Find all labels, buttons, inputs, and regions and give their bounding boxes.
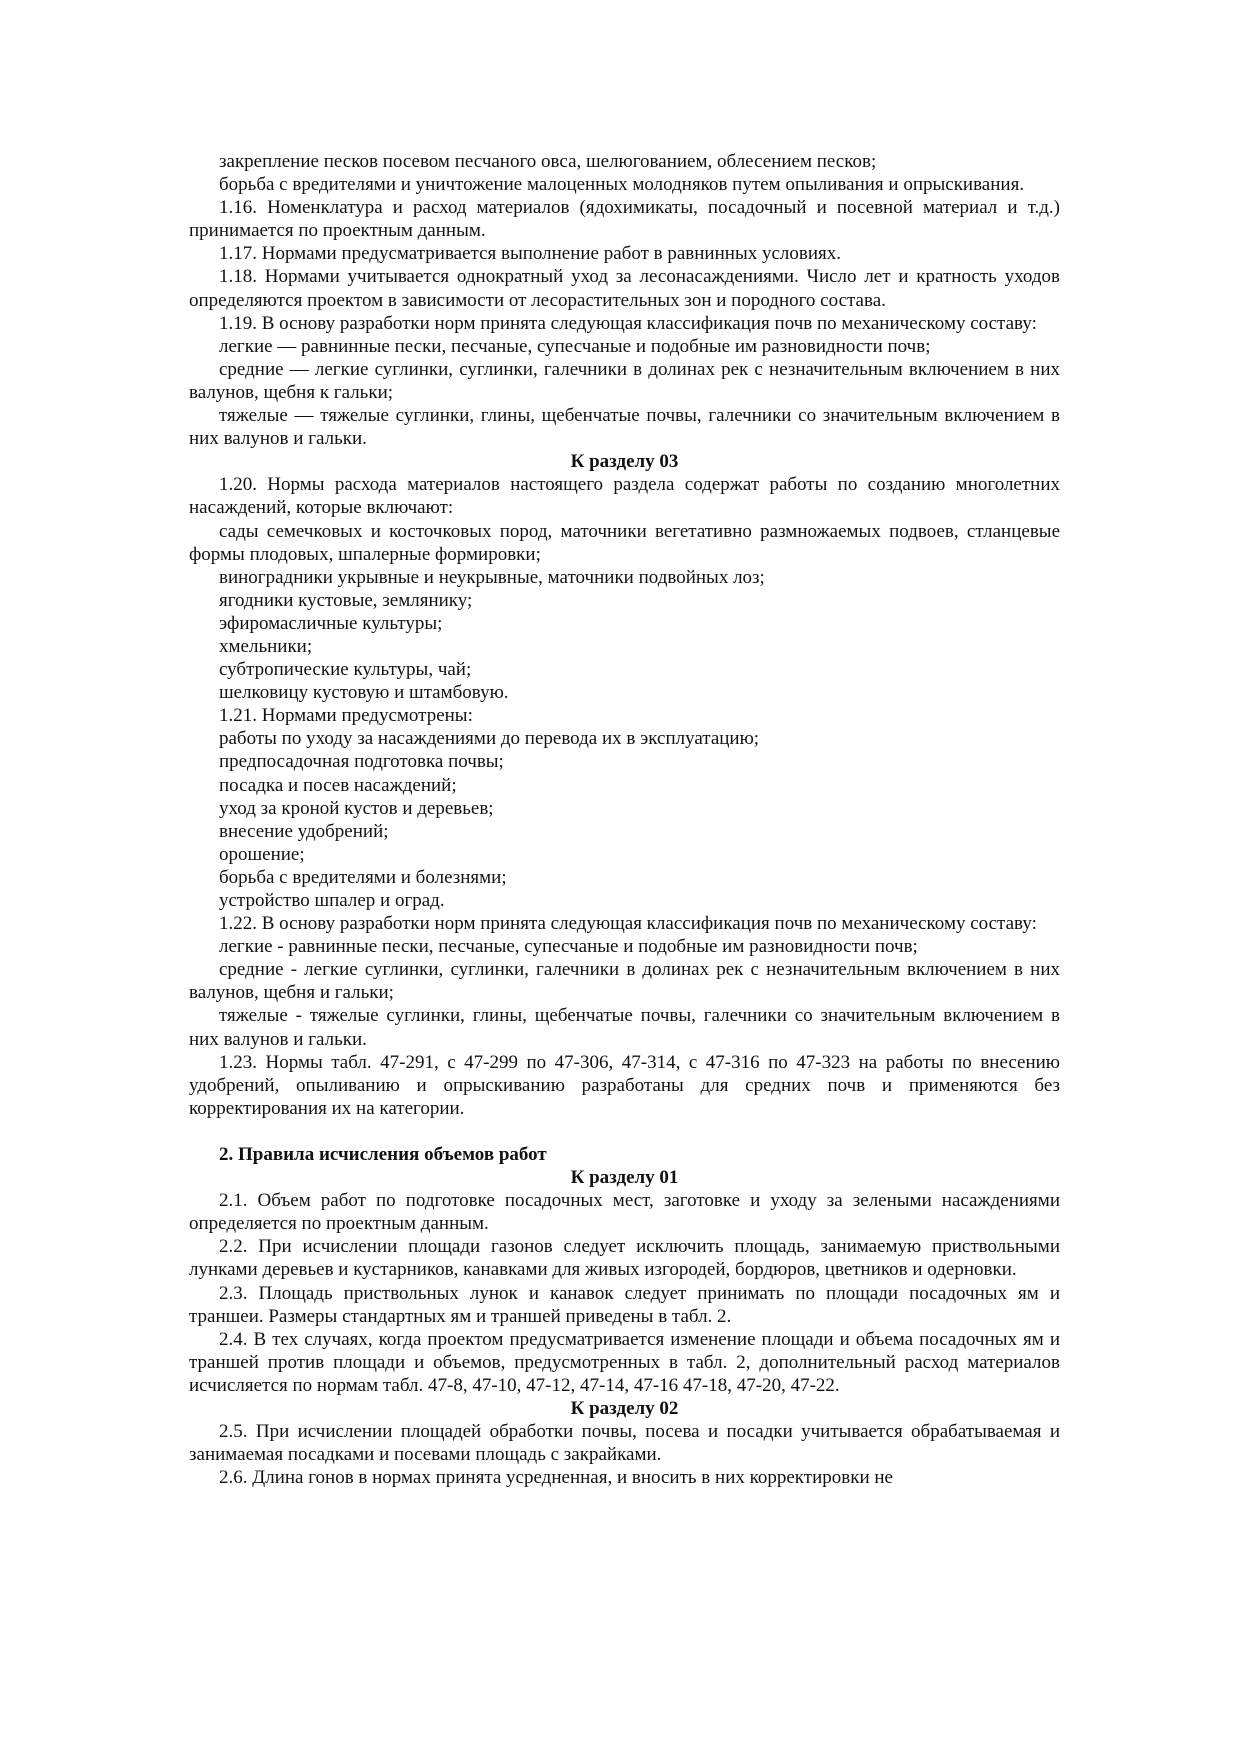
paragraph-block-4	[189, 1420, 1060, 1489]
paragraph: внесение удобрений;	[219, 820, 389, 842]
paragraph: закрепление песков посевом песчаного овса, шелюгованием, облесением песков;	[219, 151, 877, 172]
paragraph: борьба с вредителями и болезнями;	[219, 866, 507, 888]
paragraph: виноградники укрывные и неукрывные, маточники подвойных лоз;	[219, 566, 765, 588]
paragraph: средние — легкие суглинки, суглинки, галечники в долинах рек с незначительным включением в них валунов, щебня к гальки;	[189, 358, 1060, 403]
paragraph: легкие — равнинные пески, песчаные, супесчаные и подобные им разновидности почв;	[219, 335, 931, 357]
paragraph-block-2	[189, 473, 1060, 1120]
document-page	[189, 150, 1060, 1489]
paragraph: работы по уходу за насаждениями до перевода их в эксплуатацию;	[219, 728, 760, 750]
paragraph: орошение;	[219, 843, 305, 865]
paragraph-block-3	[189, 1189, 1060, 1397]
paragraph: 1.21. Нормами предусмотрены:	[219, 705, 473, 727]
paragraph: уход за кроной кустов и деревьев;	[219, 797, 494, 819]
paragraph: шелковицу кустовую и штамбовую.	[219, 682, 509, 704]
paragraph: 1.19. В основу разработки норм принята следующая классификация почв по механическому составу:	[219, 312, 1037, 334]
section-heading-03: К разделу 03	[570, 451, 679, 473]
paragraph: субтропические культуры, чай;	[219, 659, 472, 681]
paragraph: хмельники;	[219, 635, 313, 657]
paragraph: 2.6. Длина гонов в нормах принята усредненная, и вносить в них корректировки не	[219, 1467, 893, 1489]
paragraph: сады семечковых и косточковых пород, маточники вегетативно размножаемых подвоев, стланцевые формы плодовых, шпалерные формировки;	[189, 520, 1060, 565]
paragraph: 2.3. Площадь приствольных лунок и канавок следует принимать по площади посадочных ям и траншеи. Размеры стандартных ям и траншей приведены в табл. 2.	[189, 1282, 1060, 1327]
paragraph: тяжелые — тяжелые суглинки, глины, щебенчатые почвы, галечники со значительным включением в них валунов и гальки.	[189, 405, 1060, 450]
paragraph: 1.18. Нормами учитывается однократный уход за лесонасаждениями. Число лет и кратность уходов определяются проектом в зависимости от лесорастительных зон и породного состава.	[189, 266, 1060, 311]
paragraph: средние - легкие суглинки, суглинки, галечники в долинах рек с незначительным включением в них валунов, щебня и гальки;	[189, 959, 1060, 1004]
section-title: 2. Правила исчисления объемов работ	[219, 1143, 547, 1165]
paragraph: посадка и посев насаждений;	[219, 774, 457, 796]
paragraph: 1.17. Нормами предусматривается выполнение работ в равнинных условиях.	[219, 243, 841, 265]
paragraph-block-1	[189, 150, 1060, 450]
paragraph: легкие - равнинные пески, песчаные, супесчаные и подобные им разновидности почв;	[219, 936, 918, 958]
paragraph: 2.1. Объем работ по подготовке посадочных мест, заготовке и уходу за зелеными насаждениями определяется по проектным данным.	[189, 1190, 1060, 1235]
paragraph: 1.16. Номенклатура и расход материалов (ядохимикаты, посадочный и посевной материал и т.д.) принимается по проектным данным.	[189, 197, 1060, 242]
section-heading-01: К разделу 01	[570, 1167, 679, 1189]
paragraph: 2.2. При исчислении площади газонов следует исключить площадь, занимаемую приствольными лунками деревьев и кустарников, канавками для живых изгородей, бордюров, цветников и одерновки.	[189, 1236, 1060, 1281]
paragraph: 1.22. В основу разработки норм принята следующая классификация почв по механическому составу:	[219, 913, 1037, 935]
paragraph: 2.4. В тех случаях, когда проектом предусматривается изменение площади и объема посадочных ям и траншей против площади и объемов, предусмотренных в табл. 2, дополнительный расход материалов исчисляется по нормам табл. 47-8, 47-10, 47-12, 47-14, 47-16 47-18, 47-20, 47-22.	[189, 1328, 1060, 1396]
paragraph: 2.5. При исчислении площадей обработки почвы, посева и посадки учитывается обрабатываемая и занимаемая посадками и посевами площадь с закрайками.	[189, 1421, 1060, 1466]
paragraph: борьба с вредителями и уничтожение малоценных молодняков путем опыливания и опрыскивания.	[219, 174, 1025, 196]
paragraph: устройство шпалер и оград.	[219, 890, 445, 911]
paragraph: предпосадочная подготовка почвы;	[219, 751, 504, 773]
paragraph: ягодники кустовые, землянику;	[219, 589, 473, 611]
paragraph: тяжелые - тяжелые суглинки, глины, щебенчатые почвы, галечники со значительным включением в них валунов и гальки.	[189, 1005, 1060, 1050]
section-heading-02: К разделу 02	[570, 1397, 679, 1419]
paragraph: 1.23. Нормы табл. 47-291, с 47-299 по 47-306, 47-314, с 47-316 по 47-323 на работы по внесению удобрений, опыливанию и опрыскиванию разработаны для средних почв и применяются без корректирования их на категории.	[189, 1051, 1060, 1119]
paragraph: 1.20. Нормы расхода материалов настоящего раздела содержат работы по созданию многолетних насаждений, которые включают:	[189, 474, 1060, 519]
blank-line	[189, 1120, 1060, 1143]
paragraph: эфиромасличные культуры;	[219, 612, 443, 634]
